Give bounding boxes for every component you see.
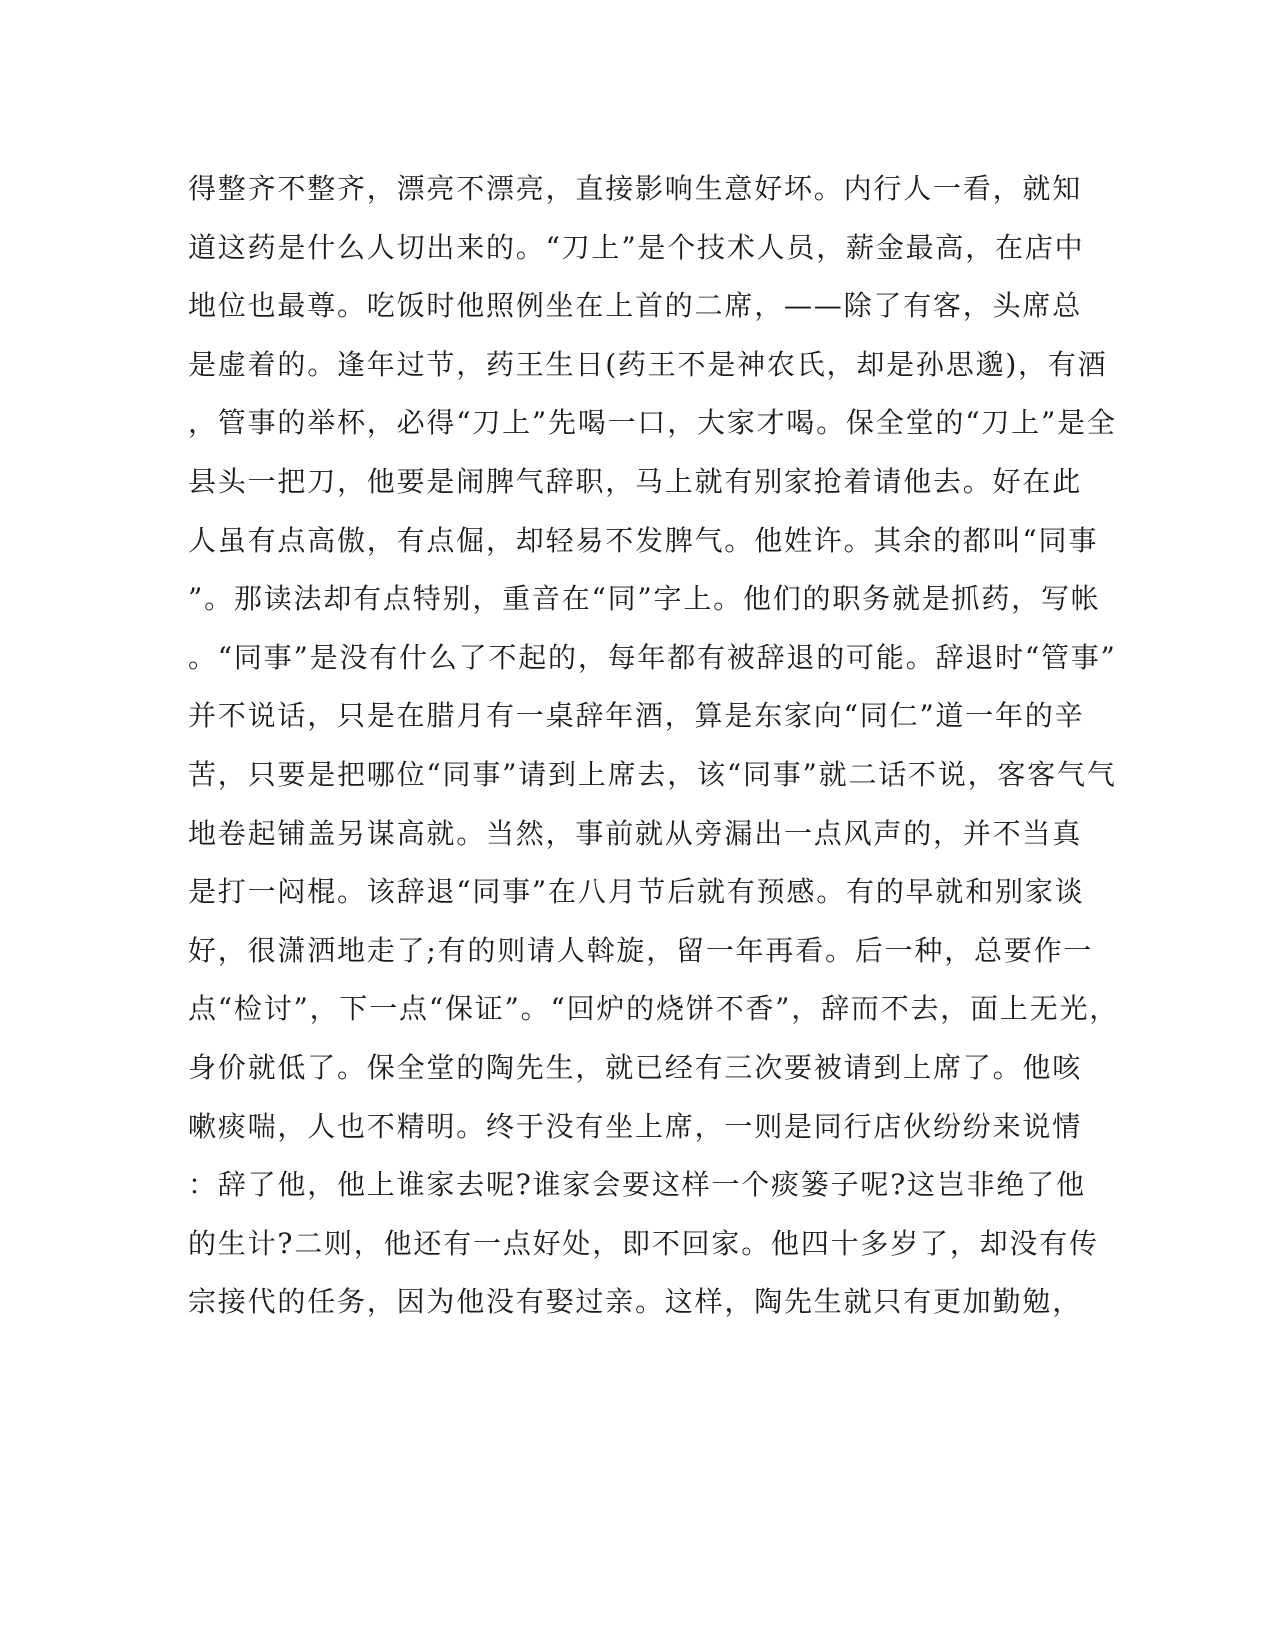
- text-line: ：辞了他，他上谁家去呢?谁家会要这样一个痰篓子呢?这岂非绝了他: [188, 1168, 1086, 1202]
- text-line: 苦，只要是把哪位“同事”请到上席去，该“同事”就二话不说，客客气气: [188, 757, 1117, 791]
- text-line: 好，很潇洒地走了;有的则请人斡旋，留一年再看。后一种，总要作一: [188, 933, 1094, 967]
- text-line: 地位也最尊。吃饭时他照例坐在上首的二席，——除了有客，头席总: [188, 289, 1083, 323]
- text-line: 的生计?二则，他还有一点好处，即不回家。他四十多岁了，却没有传: [188, 1226, 1099, 1260]
- text-line: 并不说话，只是在腊月有一桌辞年酒，算是东家向“同仁”道一年的辛: [188, 699, 1085, 733]
- text-line: 县头一把刀，他要是闹脾气辞职，马上就有别家抢着请他去。好在此: [188, 464, 1083, 498]
- text-line: ，管事的举杯，必得“刀上”先喝一口，大家才喝。保全堂的“刀上”是全: [188, 406, 1117, 440]
- text-line: 道这药是什么人切出来的。“刀上”是个技术人员，薪金最高，在店中: [188, 230, 1085, 264]
- text-line: 嗽痰喘，人也不精明。终于没有坐上席，一则是同行店伙纷纷来说情: [188, 1109, 1083, 1143]
- body-text: [188, 160, 1120, 1332]
- text-line: 地卷起铺盖另谋高就。当然，事前就从旁漏出一点风声的，并不当真: [188, 816, 1083, 850]
- text-line: 宗接代的任务，因为他没有娶过亲。这样，陶先生就只有更加勤勉，: [188, 1285, 1083, 1319]
- text-line: 是虚着的。逢年过节，药王生日(药王不是神农氏，却是孙思邈)，有酒: [188, 347, 1108, 381]
- text-line: 人虽有点高傲，有点倔，却轻易不发脾气。他姓许。其余的都叫“同事: [188, 523, 1099, 557]
- text-line: 点“检讨”，下一点“保证”。“回炉的烧饼不香”，辞而不去，面上无光，: [188, 992, 1120, 1026]
- text-line: ”。那读法却有点特别，重音在“同”字上。他们的职务就是抓药，写帐: [188, 582, 1101, 616]
- text-line: 得整齐不整齐，漂亮不漂亮，直接影响生意好坏。内行人一看，就知: [188, 172, 1083, 205]
- text-line: 。“同事”是没有什么了不起的，每年都有被辞退的可能。辞退时“管事”: [188, 640, 1117, 674]
- text-line: 是打一闷棍。该辞退“同事”在八月节后就有预感。有的早就和别家谈: [188, 875, 1085, 909]
- text-line: 身价就低了。保全堂的陶先生，就已经有三次要被请到上席了。他咳: [188, 1050, 1083, 1084]
